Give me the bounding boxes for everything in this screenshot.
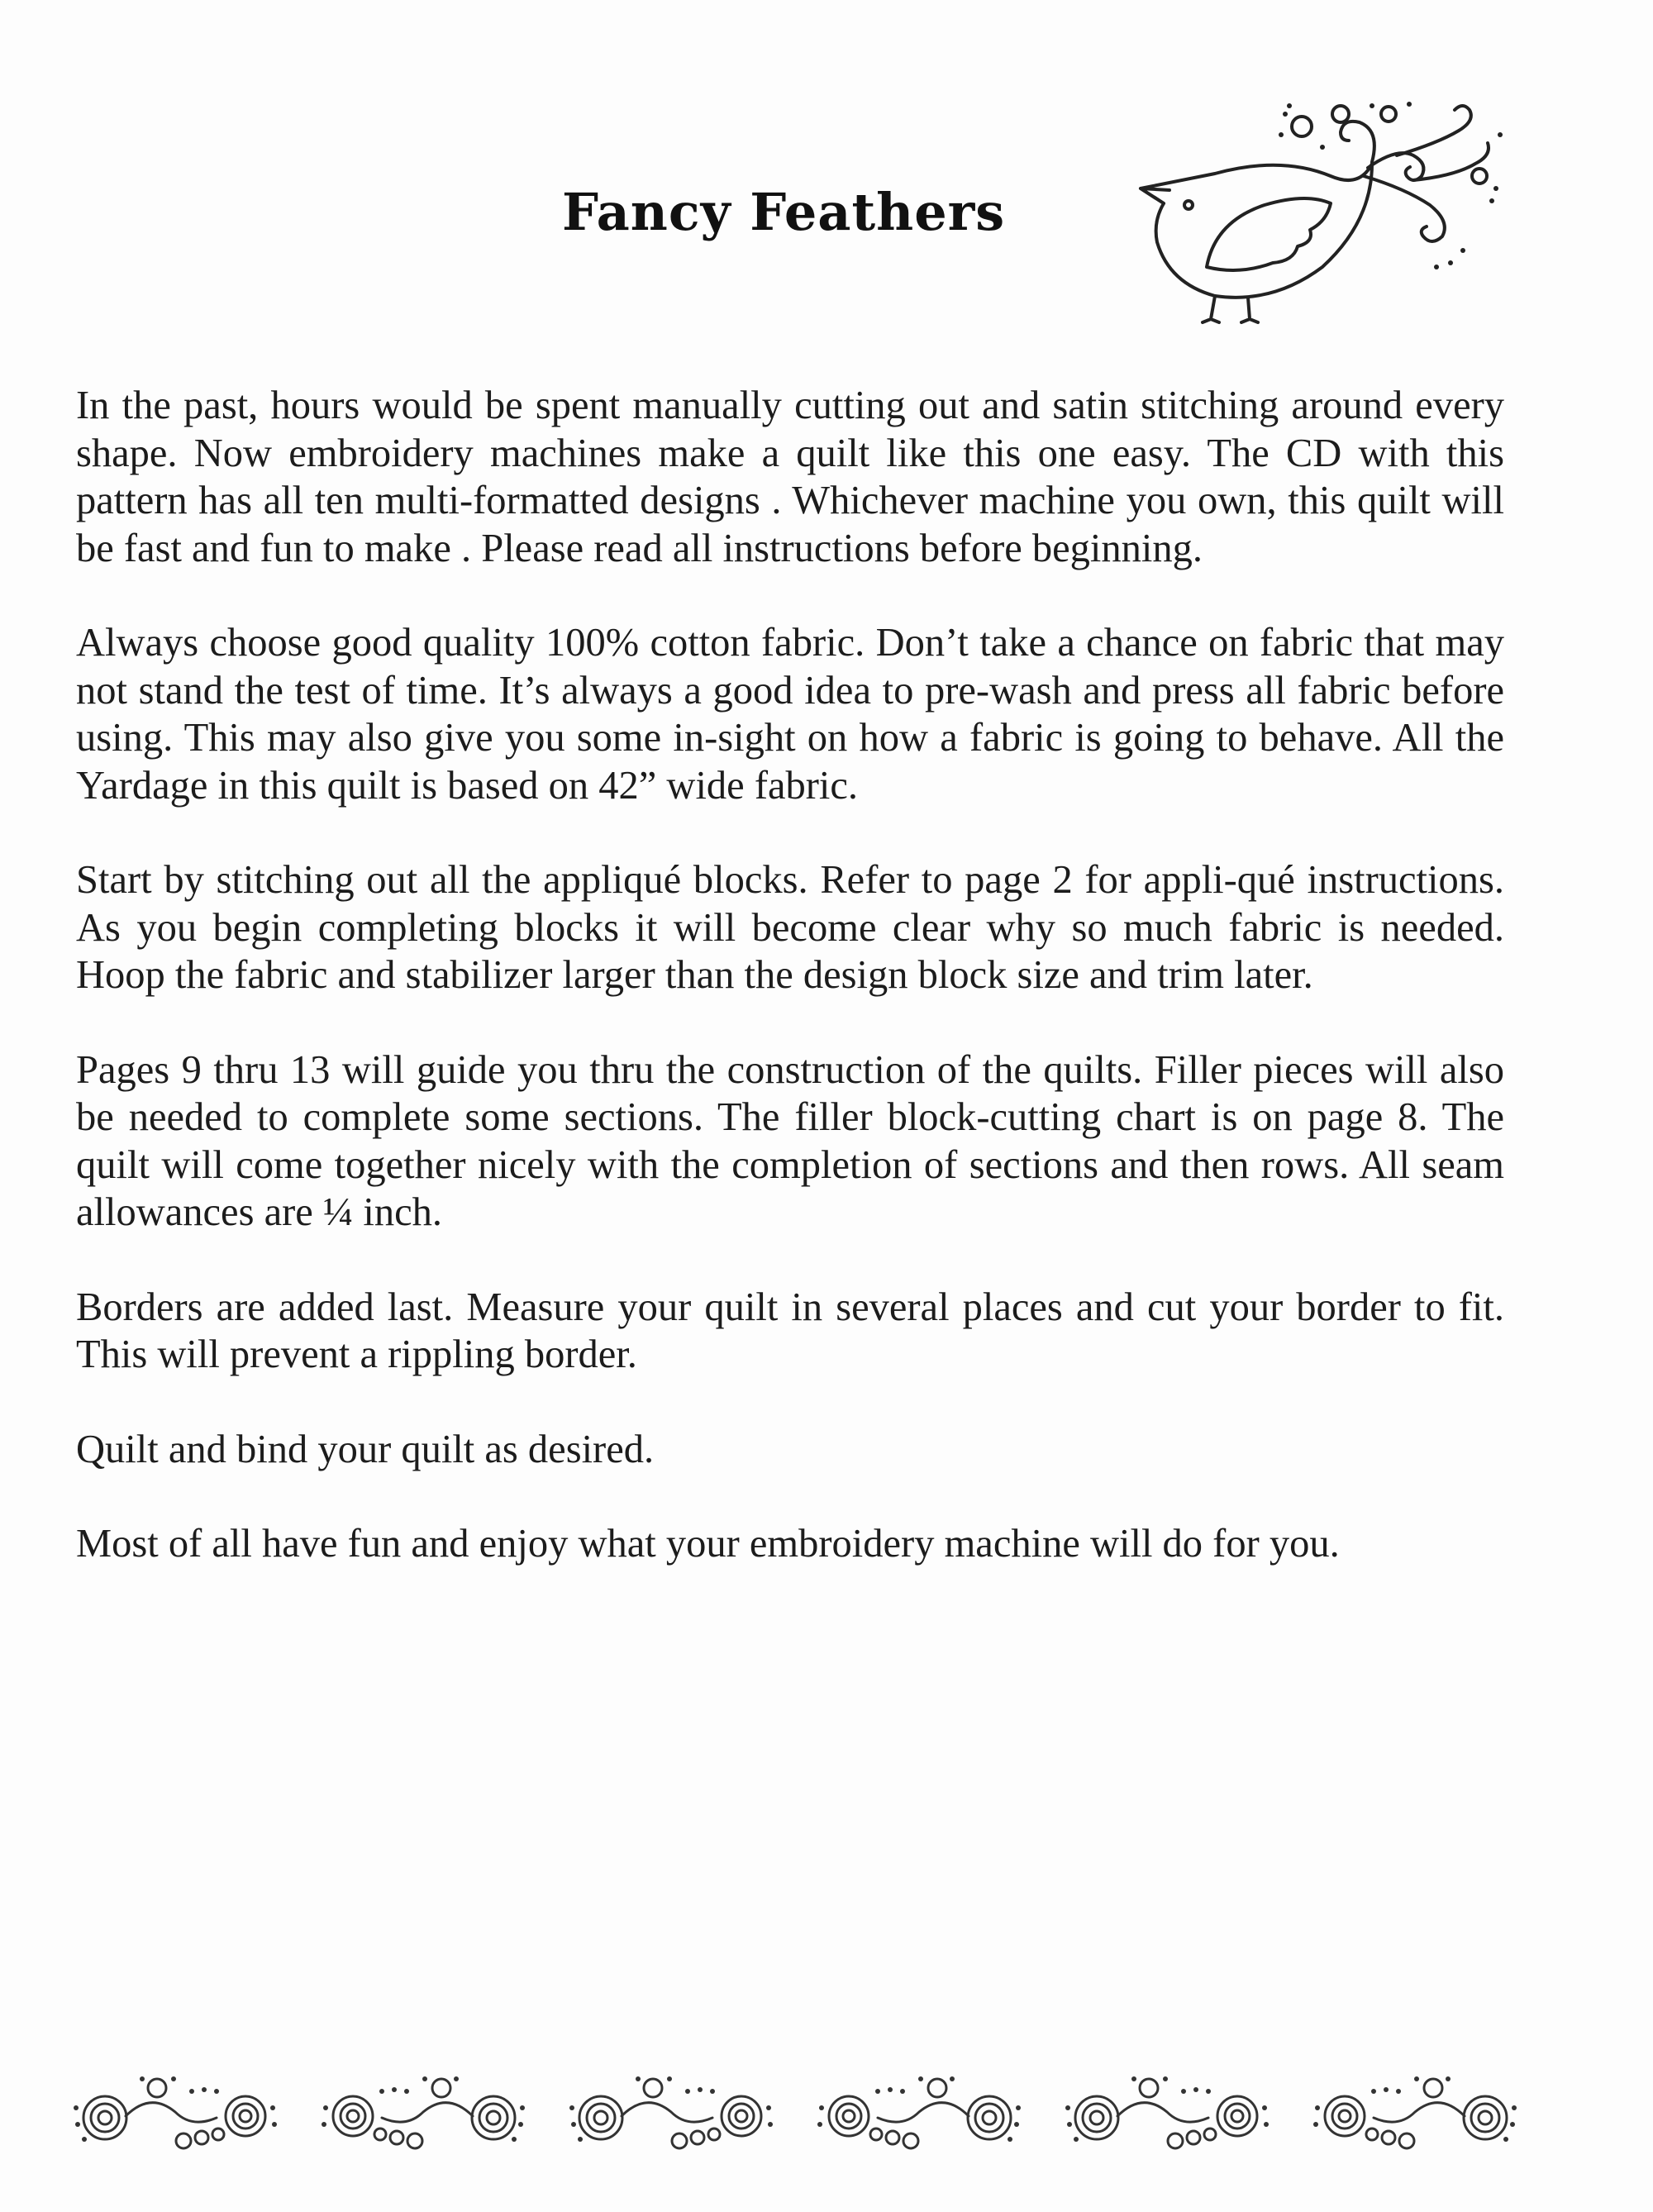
swirl-ornament-icon — [812, 2067, 1027, 2166]
paragraph-fabric: Always choose good quality 100% cotton fabric. Don’t take a chance on fabric that may not stand the test of time. It’s always a good idea to pre-wash and press all fabric before using. This may also give you some in-sight on how a fabric is going to behave. All the Yardage in this quilt is based on 42” wide fabric. — [76, 621, 1504, 808]
paragraph-construction: Pages 9 thru 13 will guide you thru the construction of the quilts. Filler pieces will also be needed to complete some sections. The filler block-cutting chart is on page 8. The quilt will come together nicely with the completion of sections and then rows. All seam allowances are ¼ inch. — [76, 1047, 1504, 1234]
swirl-ornament-icon — [1060, 2067, 1274, 2166]
body-text — [76, 382, 1504, 1615]
swirl-ornament-icon — [1308, 2067, 1522, 2166]
paragraph-intro: In the past, hours would be spent manually cutting out and satin stitching around every shape. Now embroidery machines make a quilt like this one easy. The CD with this pattern has all ten multi-formatted designs . Whichever machine you own, this quilt will be fast and fun to make . Please read all instructions before beginning. — [76, 384, 1504, 570]
paragraph-applique: Start by stitching out all the appliqué blocks. Refer to page 2 for appli-qué instructions. As you begin completing blocks it will become clear why so much fabric is needed. Hoop the fabric and stabilizer larger than the design block size and trim later. — [76, 858, 1504, 997]
swirl-ornament-icon — [316, 2067, 531, 2166]
paragraph-quilting: Quilt and bind your quilt as desired. — [76, 1427, 655, 1471]
footer-ornaments — [68, 2067, 1522, 2166]
paragraph-borders: Borders are added last. Measure your quilt in several places and cut your border to fit. This will prevent a rippling border. — [76, 1285, 1504, 1376]
swirl-ornament-icon — [68, 2067, 283, 2166]
bird-with-swirls-icon — [1124, 98, 1504, 337]
paragraph-closing: Most of all have fun and enjoy what your embroidery machine will do for you. — [76, 1522, 1340, 1566]
page-title: Fancy Feathers — [562, 182, 1006, 242]
swirl-ornament-icon — [564, 2067, 779, 2166]
